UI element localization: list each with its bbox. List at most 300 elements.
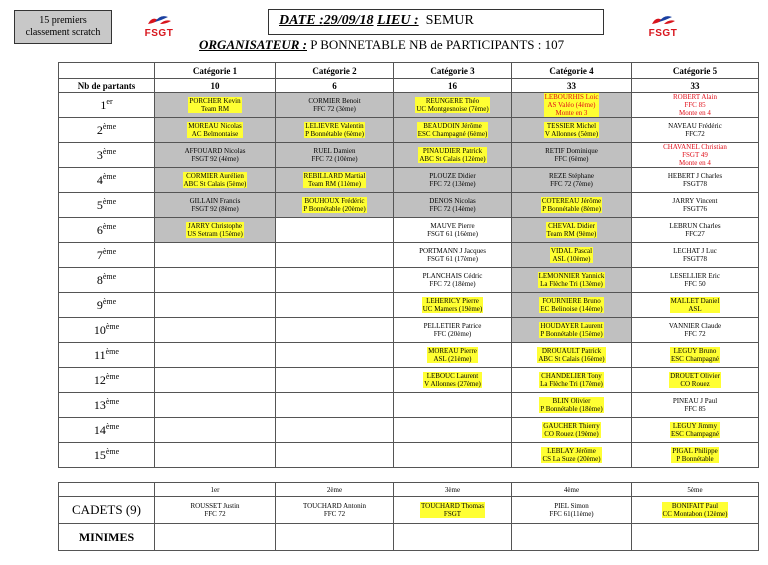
result-cell: [276, 293, 394, 318]
competitor-club: Team RM: [200, 105, 230, 113]
fsgt-bird-icon: [650, 14, 676, 28]
competitor-entry: [394, 272, 511, 288]
category-header: Catégorie 2: [276, 63, 394, 79]
competitor-entry: [394, 247, 511, 263]
competitor-entry: [415, 97, 489, 113]
place-label: 1er: [155, 483, 276, 497]
rank-number: 14: [93, 423, 106, 437]
result-cell: [155, 293, 276, 318]
result-cell: [276, 118, 394, 143]
result-cell: [394, 143, 512, 168]
competitor-name: ROUSSET Justin: [190, 502, 240, 510]
competitor-club: V Allonnes (27ème): [424, 380, 481, 388]
competitor-name: REUNGERE Théo: [425, 97, 480, 105]
result-cell: [394, 343, 512, 368]
lieu-value: SEMUR: [425, 13, 474, 28]
competitor-club: ASL (21ème): [433, 355, 472, 363]
result-cell: [394, 193, 512, 218]
result-cell: [512, 218, 632, 243]
competitor-name: BOUHOUX Frédéric: [304, 197, 365, 205]
result-cell: [632, 418, 759, 443]
competitor-name: MOREAU Nicolas: [188, 122, 242, 130]
competitor-club: AS Valéo (4ème): [547, 101, 596, 109]
competitor-name: LEBRUN Charles: [669, 222, 721, 230]
result-cell: [276, 418, 394, 443]
result-cell: [155, 243, 276, 268]
competitor-entry: [632, 172, 758, 188]
category-header: Catégorie 5: [632, 63, 759, 79]
competitor-name: DROUAULT Patrick: [541, 347, 602, 355]
starters-count-row: [59, 79, 759, 93]
competitor-entry: [539, 397, 603, 413]
competitor-name: DROUET Olivier: [670, 372, 720, 380]
rank-label: [59, 268, 155, 293]
competitor-entry: [632, 122, 758, 138]
competitor-entry: [544, 122, 599, 138]
competitor-name: BEAUDOIN Jérôme: [423, 122, 482, 130]
result-cell: [632, 218, 759, 243]
competitor-entry: [632, 93, 758, 117]
result-cell: [155, 393, 276, 418]
rank-number: 2: [96, 123, 103, 137]
competitor-entry: [394, 197, 511, 213]
rank-label: [59, 368, 155, 393]
competitor-entry: [423, 372, 482, 388]
result-cell: [512, 293, 632, 318]
result-cell: [632, 168, 759, 193]
rank-row: [59, 193, 759, 218]
competitor-entry: [662, 502, 729, 518]
competitor-entry: [155, 197, 275, 213]
competitor-name: LEGUY Bruno: [673, 347, 717, 355]
competitor-entry: [276, 147, 393, 163]
competitor-club: FSGT78: [682, 255, 708, 263]
result-cell: [632, 143, 759, 168]
places-row: [59, 483, 759, 497]
competitor-entry: [512, 502, 631, 518]
rank-row: [59, 443, 759, 468]
minimes-cell: [276, 524, 394, 551]
competitor-entry: [632, 322, 758, 338]
competitor-name: MOREAU Pierre: [428, 347, 477, 355]
result-cell: [276, 368, 394, 393]
result-cell: [512, 443, 632, 468]
rank-number: 5: [96, 198, 103, 212]
competitor-entry: [302, 197, 366, 213]
participants-value: 107: [544, 37, 565, 52]
result-cell: [394, 318, 512, 343]
competitor-entry: [418, 147, 486, 163]
result-cell: [155, 143, 276, 168]
result-cell: [512, 118, 632, 143]
competitor-name: CORMIER Benoit: [308, 97, 361, 105]
competitor-club: La Flèche Tri (13ème): [540, 280, 603, 288]
rank-row: [59, 268, 759, 293]
rank-label: [59, 393, 155, 418]
competitor-entry: [550, 247, 593, 263]
competitor-club: FFC 72 (18ème): [429, 280, 476, 288]
result-cell: [276, 243, 394, 268]
competitor-name: DENOS Nicolas: [429, 197, 476, 205]
rank-suffix: ème: [102, 247, 117, 256]
place-label: 2ème: [276, 483, 394, 497]
competitor-club: CO Rouez: [680, 380, 710, 388]
competitor-club: CC Montabon (12ème): [662, 510, 728, 518]
rank-label: [59, 118, 155, 143]
competitor-club: CS La Suze (20ème): [542, 455, 601, 463]
competitor-entry: [394, 322, 511, 338]
competitor-club: FFC 85: [684, 101, 706, 109]
competitor-club: ASL (10ème): [552, 255, 591, 263]
competitor-name: LEMONNIER Yannick: [538, 272, 605, 280]
fsgt-logo-left: [142, 14, 176, 44]
competitor-name: CHANDELIER Tony: [541, 372, 602, 380]
place-label: 5ème: [632, 483, 759, 497]
competitor-entry: [632, 397, 758, 413]
competitor-entry: [537, 347, 605, 363]
rank-row: [59, 168, 759, 193]
competitor-entry: [669, 372, 721, 388]
rank-row: [59, 318, 759, 343]
competitor-entry: [512, 172, 631, 188]
competitor-entry: [541, 197, 602, 213]
competitor-club: P Bonnétable (20ème): [303, 205, 366, 213]
competitor-note: Monte en 4: [679, 159, 711, 167]
result-cell: [394, 93, 512, 118]
place-label: 4ème: [512, 483, 632, 497]
starters-label: Nb de partants: [59, 79, 155, 93]
competitor-club: ABC St Calais (16ème): [538, 355, 605, 363]
competitor-name: HOUDAYER Laurent: [540, 322, 603, 330]
result-cell: [276, 268, 394, 293]
rank-row: [59, 243, 759, 268]
result-cell: [155, 318, 276, 343]
competitor-entry: [544, 93, 600, 117]
competitor-name: AFFOUARD Nicolas: [184, 147, 246, 155]
result-cell: [632, 393, 759, 418]
competitor-name: HEBERT J Charles: [667, 172, 723, 180]
date-label: DATE :: [279, 13, 324, 28]
competitor-name: VIDAL Pascal: [550, 247, 593, 255]
competitor-entry: [155, 147, 275, 163]
scratch-line-2: classement scratch: [25, 27, 101, 38]
rank-suffix: ème: [102, 172, 117, 181]
competitor-name: GILLAIN Francis: [189, 197, 241, 205]
competitor-entry: [546, 222, 598, 238]
competitor-club: P Bonnétable (8ème): [542, 205, 601, 213]
fsgt-logo-text: FSGT: [144, 28, 174, 39]
result-cell: [276, 143, 394, 168]
competitor-club: FFC 72: [323, 510, 346, 518]
result-cell: [394, 393, 512, 418]
starters-count: 6: [276, 79, 394, 93]
competitor-entry: [671, 447, 718, 463]
result-cell: [276, 168, 394, 193]
rank-row: [59, 118, 759, 143]
result-cell: [512, 368, 632, 393]
results-table: [58, 62, 759, 468]
rank-suffix: ème: [102, 297, 117, 306]
competitor-name: LELIEVRE Valentin: [305, 122, 364, 130]
competitor-entry: [541, 447, 601, 463]
result-cell: [394, 497, 512, 524]
organizer-line: [199, 37, 629, 53]
rank-row: [59, 418, 759, 443]
competitor-name: MAUVE Pierre: [430, 222, 475, 230]
competitor-club: CO Rouez (19ème): [544, 430, 599, 438]
competitor-entry: [417, 122, 489, 138]
result-cell: [155, 193, 276, 218]
result-cell: [632, 193, 759, 218]
result-cell: [155, 218, 276, 243]
competitor-name: LEBLAY Jérôme: [547, 447, 596, 455]
rank-suffix: ème: [102, 272, 117, 281]
result-cell: [512, 93, 632, 118]
result-cell: [394, 418, 512, 443]
competitor-name: CHEVAL Didier: [548, 222, 595, 230]
place-label: 3ème: [394, 483, 512, 497]
competitor-club: FFC 72: [684, 330, 706, 338]
competitor-club: ESC Champagné: [670, 430, 720, 438]
result-cell: [155, 368, 276, 393]
result-cell: [512, 193, 632, 218]
rank-number: 3: [96, 148, 103, 162]
competitor-entry: [632, 222, 758, 238]
rank-suffix: ème: [105, 347, 119, 356]
competitor-club: FFC 61(11ème): [549, 510, 594, 518]
competitor-name: VANNIER Claude: [668, 322, 722, 330]
result-cell: [512, 497, 632, 524]
competitor-name: PORTMANN J Jacques: [419, 247, 486, 255]
result-cell: [276, 318, 394, 343]
result-cell: [276, 497, 394, 524]
competitor-entry: [670, 297, 721, 313]
starters-count: 16: [394, 79, 512, 93]
competitor-entry: [670, 422, 720, 438]
competitor-club: ABC St Calais (5ème): [183, 180, 247, 188]
competitor-club: P Bonnétable: [676, 455, 714, 463]
competitor-entry: [186, 222, 244, 238]
competitor-entry: [303, 172, 367, 188]
result-cell: [512, 418, 632, 443]
competitor-club: FFC (20ème): [433, 330, 472, 338]
competitor-name: RETIF Dominique: [545, 147, 598, 155]
competitor-club: EC Belinoise (14ème): [540, 305, 603, 313]
competitor-entry: [512, 147, 631, 163]
result-cell: [276, 343, 394, 368]
competitor-name: JARRY Christophe: [187, 222, 242, 230]
result-cell: [632, 343, 759, 368]
rank-row: [59, 293, 759, 318]
competitor-name: BLIN Olivier: [552, 397, 591, 405]
result-cell: [155, 343, 276, 368]
rank-row: [59, 93, 759, 118]
competitor-name: CORMIER Aurélien: [186, 172, 244, 180]
rank-number: 9: [96, 298, 103, 312]
competitor-club: FFC 72 (10ème): [311, 155, 358, 163]
competitor-club: FFC 50: [684, 280, 706, 288]
minimes-cell: [394, 524, 512, 551]
rank-row: [59, 368, 759, 393]
starters-count: 33: [512, 79, 632, 93]
result-cell: [394, 168, 512, 193]
rank-suffix: ème: [105, 322, 120, 331]
result-cell: [155, 443, 276, 468]
competitor-name: PELLETIER Patrice: [423, 322, 482, 330]
competitor-entry: [427, 347, 478, 363]
category-header: Catégorie 1: [155, 63, 276, 79]
competitor-name: TOUCHARD Antonin: [302, 502, 367, 510]
competitor-name: TESSIER Michel: [546, 122, 597, 130]
competitor-name: LEGUY Jimmy: [672, 422, 718, 430]
scratch-line-1: 15 premiers: [39, 15, 87, 26]
result-cell: [276, 443, 394, 468]
competitor-club: ABC St Calais (12ème): [419, 155, 486, 163]
result-cell: [276, 393, 394, 418]
category-header: Catégorie 3: [394, 63, 512, 79]
competitor-club: FFC72: [685, 130, 705, 138]
competitor-entry: [632, 197, 758, 213]
competitor-note: Monte en 3: [555, 109, 588, 117]
competitor-name: LESELLIER Eric: [670, 272, 720, 280]
result-cell: [632, 368, 759, 393]
competitor-club: FFC 72 (14ème): [429, 205, 476, 213]
competitor-club: AC Belmontaise: [191, 130, 239, 138]
competitor-entry: [542, 422, 600, 438]
competitor-entry: [670, 347, 720, 363]
cadets-row: [59, 497, 759, 524]
competitor-club: FSGT 49: [682, 151, 708, 159]
result-cell: [276, 193, 394, 218]
competitor-name: TOUCHARD Thomas: [421, 502, 484, 510]
fsgt-logo-right: [646, 14, 680, 44]
result-cell: [155, 268, 276, 293]
competitor-club: FFC (6ème): [554, 155, 589, 163]
competitor-name: PLANCHAIS Cédric: [422, 272, 483, 280]
minimes-row: [59, 524, 759, 551]
competitor-entry: [420, 502, 485, 518]
competitor-name: MALLET Daniel: [670, 297, 720, 305]
rank-label: [59, 318, 155, 343]
rank-number: 8: [96, 273, 103, 287]
competitor-club: US Setram (15ème): [187, 230, 243, 238]
result-cell: [394, 118, 512, 143]
scratch-ranking-box: [14, 10, 112, 44]
competitor-name: GAUCHER Thierry: [543, 422, 600, 430]
competitor-entry: [188, 97, 241, 113]
competitor-club: FFC 72 (7ème): [550, 180, 593, 188]
rank-number: 12: [93, 373, 106, 387]
competitor-note: Monte en 4: [679, 109, 711, 117]
starters-count: 10: [155, 79, 276, 93]
rank-suffix: ème: [102, 147, 117, 156]
competitor-entry: [538, 272, 606, 288]
competitor-club: ESC Champagné (6ème): [417, 130, 488, 138]
competitor-club: ESC Champagné: [670, 355, 720, 363]
rank-label: [59, 143, 155, 168]
rank-label: [59, 293, 155, 318]
competitor-club: FSGT 61 (16ème): [427, 230, 478, 238]
rank-suffix: ème: [105, 372, 120, 381]
rank-label: [59, 193, 155, 218]
competitor-name: NAVEAU Frédéric: [668, 122, 722, 130]
competitor-entry: [155, 502, 275, 518]
competitor-club: Team RM (11ème): [308, 180, 361, 188]
rank-number: 6: [96, 223, 103, 237]
competitor-club: FFC 85: [684, 405, 706, 413]
rank-row: [59, 343, 759, 368]
competitor-club: P Bonnétable (18ème): [540, 405, 603, 413]
rank-number: 4: [96, 173, 103, 187]
starters-count: 33: [632, 79, 759, 93]
competitor-club: FSGT 92 (4ème): [191, 155, 239, 163]
competitor-entry: [539, 372, 604, 388]
rank-suffix: er: [106, 97, 113, 106]
competitor-club: UC Mamers (19ème): [422, 305, 483, 313]
rank-row: [59, 218, 759, 243]
result-cell: [512, 268, 632, 293]
competitor-name: FOURNIERE Bruno: [542, 297, 601, 305]
date-value: 29/09/18: [323, 13, 374, 28]
rank-suffix: ème: [102, 197, 117, 206]
competitor-name: LEBOURHIS Loic: [544, 93, 599, 101]
result-cell: [512, 243, 632, 268]
category-header: Catégorie 4: [512, 63, 632, 79]
result-cell: [512, 393, 632, 418]
competitor-name: BONIFAIT Paul: [671, 502, 719, 510]
result-cell: [632, 268, 759, 293]
rank-label: [59, 93, 155, 118]
competitor-entry: [394, 172, 511, 188]
competitor-club: FFC 72: [204, 510, 226, 518]
result-cell: [155, 118, 276, 143]
result-cell: [512, 143, 632, 168]
competitor-entry: [187, 122, 242, 138]
rank-label: [59, 243, 155, 268]
result-cell: [394, 218, 512, 243]
cadets-minimes-table: [58, 482, 759, 551]
competitor-name: PIGAL Philippe: [672, 447, 718, 455]
competitor-name: PLOUZE Didier: [429, 172, 476, 180]
organizer-value: P BONNETABLE: [310, 37, 406, 52]
result-cell: [155, 93, 276, 118]
result-cell: [155, 418, 276, 443]
rank-suffix: ème: [105, 397, 120, 406]
fsgt-logo-text: FSGT: [648, 28, 678, 39]
competitor-name: LEBOUC Laurent: [426, 372, 479, 380]
competitor-entry: [632, 143, 758, 167]
competitor-club: UC Montgesnoise (7ème): [416, 105, 489, 113]
result-cell: [632, 293, 759, 318]
rank-label: [59, 218, 155, 243]
result-cell: [632, 443, 759, 468]
result-cell: [512, 318, 632, 343]
competitor-name: COTEREAU Jérôme: [541, 197, 602, 205]
organizer-label: ORGANISATEUR :: [199, 37, 307, 52]
minimes-cell: [632, 524, 759, 551]
competitor-name: PINAUDIER Patrick: [422, 147, 483, 155]
result-cell: [155, 168, 276, 193]
minimes-cell: [512, 524, 632, 551]
rank-number: 7: [96, 248, 103, 262]
lieu-label: LIEU :: [377, 13, 419, 28]
rank-label: [59, 168, 155, 193]
competitor-entry: [539, 322, 603, 338]
competitor-name: CHAVANEL Christian: [663, 143, 727, 151]
rank-row: [59, 393, 759, 418]
competitor-name: PORCHER Kevin: [189, 97, 241, 105]
competitor-name: PIEL Simon: [554, 502, 589, 510]
